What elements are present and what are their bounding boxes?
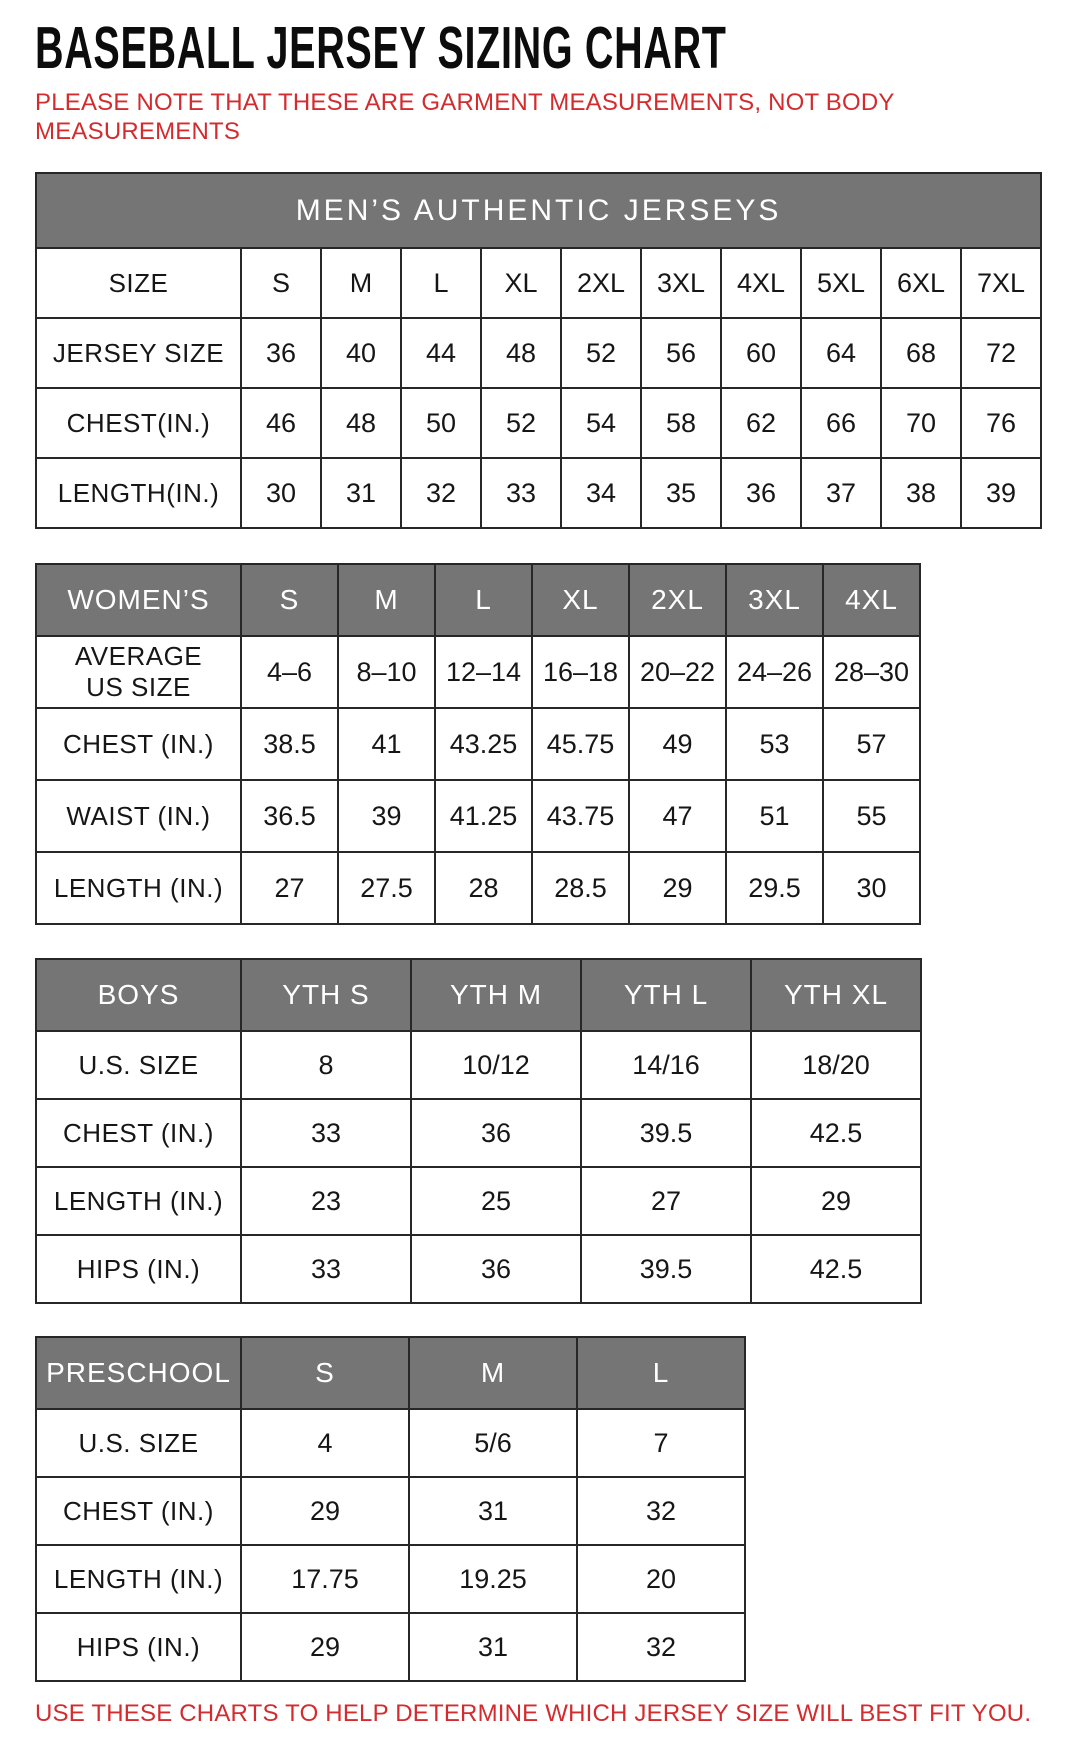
table-cell: 31 <box>321 458 401 528</box>
column-header: YTH M <box>411 959 581 1031</box>
table-cell: 16–18 <box>532 636 629 708</box>
table-cell: 30 <box>241 458 321 528</box>
column-header: YTH XL <box>751 959 921 1031</box>
table-cell: 8–10 <box>338 636 435 708</box>
table-row <box>36 1099 921 1167</box>
column-header: YTH S <box>241 959 411 1031</box>
table-cell: 39 <box>338 780 435 852</box>
mens-sizing-table <box>35 172 1042 529</box>
mens-table-title: MEN’S AUTHENTIC JERSEYS <box>36 173 1041 248</box>
table-row <box>36 852 920 924</box>
table-row <box>36 1613 745 1681</box>
table-cell: 42.5 <box>751 1235 921 1303</box>
table-cell: 18/20 <box>751 1031 921 1099</box>
table-cell: 27.5 <box>338 852 435 924</box>
table-cell: M <box>321 248 401 318</box>
table-cell: 48 <box>481 318 561 388</box>
table-cell: 42.5 <box>751 1099 921 1167</box>
column-header: XL <box>532 564 629 636</box>
table-cell: 34 <box>561 458 641 528</box>
table-row <box>36 1235 921 1303</box>
table-cell: 29.5 <box>726 852 823 924</box>
table-row <box>36 318 1041 388</box>
table-header-row <box>36 1337 745 1409</box>
row-label: HIPS (IN.) <box>36 1235 241 1303</box>
table-cell: 36.5 <box>241 780 338 852</box>
table-row <box>36 780 920 852</box>
table-row <box>36 173 1041 248</box>
table-cell: 51 <box>726 780 823 852</box>
table-cell: 41.25 <box>435 780 532 852</box>
boys-sizing-table <box>35 958 922 1304</box>
table-cell: 20–22 <box>629 636 726 708</box>
row-label: LENGTH (IN.) <box>36 1545 241 1613</box>
table-cell: 39.5 <box>581 1235 751 1303</box>
row-label: CHEST (IN.) <box>36 708 241 780</box>
column-header: M <box>409 1337 577 1409</box>
table-cell: 29 <box>241 1613 409 1681</box>
row-label: WAIST (IN.) <box>36 780 241 852</box>
table-row <box>36 458 1041 528</box>
row-label: AVERAGE US SIZE <box>36 636 241 708</box>
table-cell: 45.75 <box>532 708 629 780</box>
table-cell: 12–14 <box>435 636 532 708</box>
fit-advice-footer: USE THESE CHARTS TO HELP DETERMINE WHICH JERSEY SIZE WILL BEST FIT YOU. <box>35 1700 1032 1728</box>
table-cell: 38.5 <box>241 708 338 780</box>
table-cell: 57 <box>823 708 920 780</box>
table-cell: 43.25 <box>435 708 532 780</box>
row-label: CHEST (IN.) <box>36 1099 241 1167</box>
table-cell: 39 <box>961 458 1041 528</box>
table-cell: 50 <box>401 388 481 458</box>
table-row <box>36 708 920 780</box>
table-cell: 24–26 <box>726 636 823 708</box>
column-header: 2XL <box>629 564 726 636</box>
table-cell: 5XL <box>801 248 881 318</box>
table-cell: 72 <box>961 318 1041 388</box>
table-cell: 38 <box>881 458 961 528</box>
table-cell: 52 <box>481 388 561 458</box>
table-cell: 35 <box>641 458 721 528</box>
table-cell: 8 <box>241 1031 411 1099</box>
table-row <box>36 1545 745 1613</box>
table-row <box>36 1409 745 1477</box>
table-cell: 41 <box>338 708 435 780</box>
table-cell: 33 <box>241 1235 411 1303</box>
table-cell: 64 <box>801 318 881 388</box>
table-cell: 2XL <box>561 248 641 318</box>
table-cell: 23 <box>241 1167 411 1235</box>
table-cell: 66 <box>801 388 881 458</box>
table-cell: 32 <box>577 1613 745 1681</box>
table-cell: 6XL <box>881 248 961 318</box>
table-cell: 58 <box>641 388 721 458</box>
table-cell: 55 <box>823 780 920 852</box>
table-cell: S <box>241 248 321 318</box>
table-header-row <box>36 959 921 1031</box>
table-cell: 27 <box>241 852 338 924</box>
table-cell: 17.75 <box>241 1545 409 1613</box>
womens-sizing-table <box>35 563 921 925</box>
table-cell: 32 <box>577 1477 745 1545</box>
table-cell: 7XL <box>961 248 1041 318</box>
table-cell: L <box>401 248 481 318</box>
table-cell: 60 <box>721 318 801 388</box>
table-cell: 70 <box>881 388 961 458</box>
table-cell: 53 <box>726 708 823 780</box>
table-cell: 29 <box>629 852 726 924</box>
table-cell: 68 <box>881 318 961 388</box>
table-cell: 4XL <box>721 248 801 318</box>
column-header: 4XL <box>823 564 920 636</box>
row-label: LENGTH (IN.) <box>36 1167 241 1235</box>
table-cell: 27 <box>581 1167 751 1235</box>
garment-measurement-note: PLEASE NOTE THAT THESE ARE GARMENT MEASUREMENTS, NOT BODY MEASUREMENTS <box>35 88 895 146</box>
column-header: L <box>435 564 532 636</box>
row-label: CHEST (IN.) <box>36 1477 241 1545</box>
table-cell: 10/12 <box>411 1031 581 1099</box>
table-cell: 3XL <box>641 248 721 318</box>
table-title-cell: BOYS <box>36 959 241 1031</box>
row-label: U.S. SIZE <box>36 1031 241 1099</box>
table-cell: 56 <box>641 318 721 388</box>
table-cell: 28.5 <box>532 852 629 924</box>
table-cell: 39.5 <box>581 1099 751 1167</box>
table-cell: 36 <box>241 318 321 388</box>
row-label: U.S. SIZE <box>36 1409 241 1477</box>
table-cell: 40 <box>321 318 401 388</box>
table-row <box>36 636 920 708</box>
table-cell: 36 <box>721 458 801 528</box>
table-cell: 33 <box>481 458 561 528</box>
table-cell: 19.25 <box>409 1545 577 1613</box>
table-cell: 48 <box>321 388 401 458</box>
table-cell: XL <box>481 248 561 318</box>
row-label: CHEST(IN.) <box>36 388 241 458</box>
table-row <box>36 1477 745 1545</box>
table-cell: 37 <box>801 458 881 528</box>
table-cell: 49 <box>629 708 726 780</box>
table-cell: 5/6 <box>409 1409 577 1477</box>
table-title-cell: WOMEN’S <box>36 564 241 636</box>
table-title-cell: PRESCHOOL <box>36 1337 241 1409</box>
table-cell: 14/16 <box>581 1031 751 1099</box>
preschool-sizing-table <box>35 1336 746 1682</box>
table-cell: 36 <box>411 1099 581 1167</box>
page-title: BASEBALL JERSEY SIZING CHART <box>35 15 727 81</box>
table-cell: 31 <box>409 1613 577 1681</box>
table-cell: 44 <box>401 318 481 388</box>
table-cell: 30 <box>823 852 920 924</box>
table-cell: 4–6 <box>241 636 338 708</box>
row-label: LENGTH(IN.) <box>36 458 241 528</box>
column-header: 3XL <box>726 564 823 636</box>
table-cell: 25 <box>411 1167 581 1235</box>
table-cell: 29 <box>751 1167 921 1235</box>
column-header: S <box>241 564 338 636</box>
table-cell: 52 <box>561 318 641 388</box>
table-row <box>36 1167 921 1235</box>
table-header-row <box>36 564 920 636</box>
table-row <box>36 248 1041 318</box>
row-label: LENGTH (IN.) <box>36 852 241 924</box>
row-label: SIZE <box>36 248 241 318</box>
table-cell: 62 <box>721 388 801 458</box>
table-cell: 54 <box>561 388 641 458</box>
table-cell: 7 <box>577 1409 745 1477</box>
table-cell: 36 <box>411 1235 581 1303</box>
table-cell: 32 <box>401 458 481 528</box>
row-label: JERSEY SIZE <box>36 318 241 388</box>
table-cell: 33 <box>241 1099 411 1167</box>
table-cell: 20 <box>577 1545 745 1613</box>
column-header: YTH L <box>581 959 751 1031</box>
table-cell: 29 <box>241 1477 409 1545</box>
table-cell: 28–30 <box>823 636 920 708</box>
row-label: HIPS (IN.) <box>36 1613 241 1681</box>
table-cell: 28 <box>435 852 532 924</box>
table-row <box>36 1031 921 1099</box>
table-cell: 76 <box>961 388 1041 458</box>
table-cell: 46 <box>241 388 321 458</box>
table-cell: 43.75 <box>532 780 629 852</box>
column-header: M <box>338 564 435 636</box>
table-cell: 31 <box>409 1477 577 1545</box>
table-cell: 47 <box>629 780 726 852</box>
column-header: L <box>577 1337 745 1409</box>
column-header: S <box>241 1337 409 1409</box>
table-row <box>36 388 1041 458</box>
table-cell: 4 <box>241 1409 409 1477</box>
